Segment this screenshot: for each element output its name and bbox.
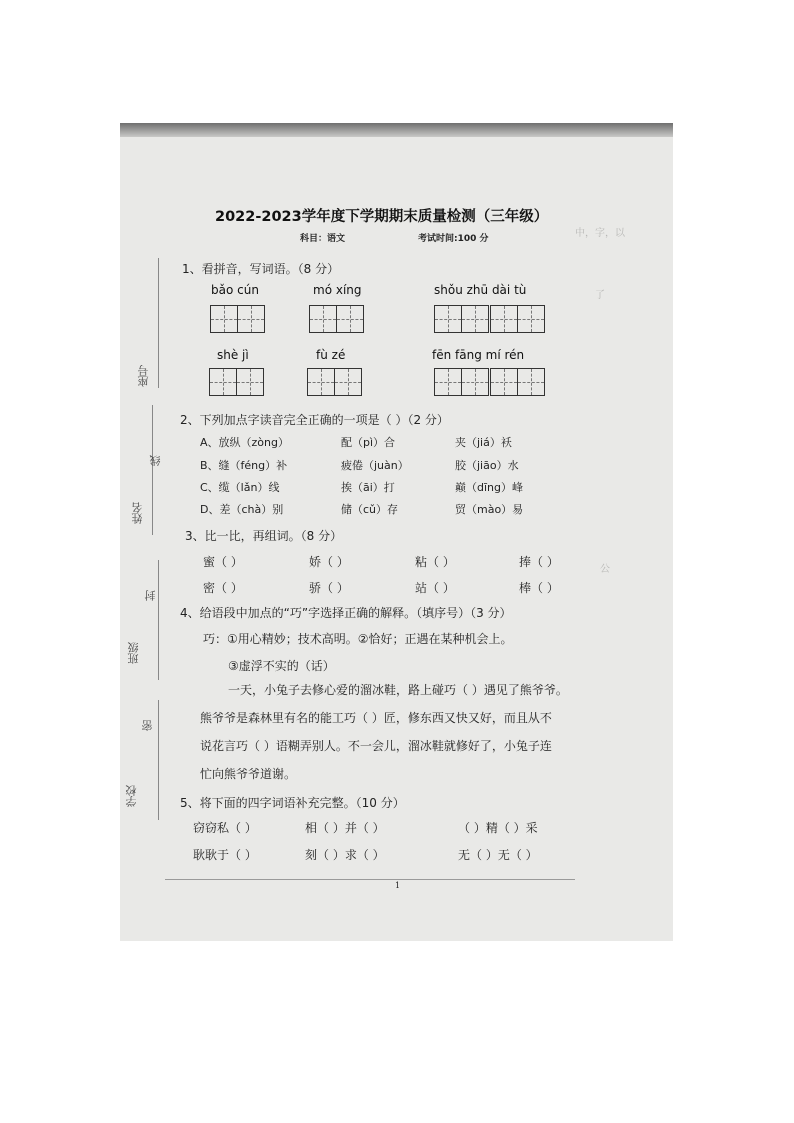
q5-idiom: 相（ ）并（ ） <box>305 821 385 835</box>
answer-grid-4[interactable] <box>209 368 263 396</box>
q2-option-c1: C、缆（lǎn）线 <box>200 481 280 494</box>
q2-option-c2: 挨（āi）打 <box>341 481 395 494</box>
school-label: 学校 <box>125 785 138 807</box>
q4-paragraph-line-1: 一天，小兔子去修心爱的溜冰鞋，路上碰巧（ ）遇见了熊爷爷。 <box>228 683 568 697</box>
q3-heading: 3、比一比，再组词。（8 分） <box>185 529 343 543</box>
answer-grid-1[interactable] <box>210 305 264 333</box>
footer-rule <box>165 879 575 880</box>
q5-idiom: 窃窃私（ ） <box>193 821 257 835</box>
bleed-through-text: 了 <box>595 290 605 301</box>
q2-option-b2: 疲倦（juàn） <box>341 459 409 472</box>
q2-option-b3: 胶（jiāo）水 <box>455 459 519 472</box>
answer-grid-6[interactable] <box>434 368 544 396</box>
answer-grid-3[interactable] <box>434 305 544 333</box>
q4-paragraph-line-3: 说花言巧（ ）语糊弄别人。不一会儿，溜冰鞋就修好了，小兔子连 <box>200 739 552 753</box>
q5-idiom: 刻（ ）求（ ） <box>305 848 385 862</box>
q4-paragraph-line-4: 忙向熊爷爷道谢。 <box>200 767 297 781</box>
pinyin-6: fēn fāng mí rén <box>432 348 525 362</box>
binding-line-4 <box>158 700 159 820</box>
secret-label: 密 <box>141 720 154 731</box>
q2-option-c3: 巅（dīng）峰 <box>455 481 523 494</box>
q3-cell: 棒（ ） <box>519 581 559 595</box>
q2-option-d1: D、差（chà）别 <box>200 503 284 516</box>
class-label: 班级 <box>127 642 140 664</box>
q2-option-a1: A、放纵（zòng） <box>200 436 289 449</box>
q2-option-d2: 储（cǔ）存 <box>341 503 399 516</box>
q4-definition-1: 巧：①用心精妙；技术高明。②恰好；正遇在某种机会上。 <box>203 632 513 646</box>
answer-grid-2[interactable] <box>309 305 363 333</box>
bleed-through-text: 公 <box>600 564 610 575</box>
seal-label: 封 <box>144 590 157 601</box>
q3-cell: 密（ ） <box>203 581 243 595</box>
q2-option-d3: 贸（mào）易 <box>455 503 524 516</box>
time-label: 考试时间:100 分 <box>418 234 489 244</box>
name-label: 姓名 <box>131 502 144 524</box>
exam-title: 2022-2023学年度下学期期末质量检测（三年级） <box>215 209 549 225</box>
q3-cell: 粘（ ） <box>415 555 455 569</box>
q3-cell: 娇（ ） <box>309 555 349 569</box>
q4-definition-2: ③虚浮不实的（话） <box>228 659 335 673</box>
q5-idiom: 耿耿于（ ） <box>193 848 257 862</box>
pinyin-5: fù zé <box>316 348 346 362</box>
pinyin-3: shǒu zhū dài tù <box>434 283 527 297</box>
answer-grid-5[interactable] <box>307 368 361 396</box>
bleed-through-text: 中，字，以 <box>575 228 625 239</box>
q3-cell: 捧（ ） <box>519 555 559 569</box>
subject-label: 科目：语文 <box>300 234 346 244</box>
q2-option-b1: B、缝（féng）补 <box>200 459 288 472</box>
line-label: 线 <box>149 455 162 466</box>
q4-heading: 4、给语段中加点的“巧”字选择正确的解释。（填序号）（3 分） <box>180 606 512 620</box>
pinyin-2: mó xíng <box>313 283 362 297</box>
q3-cell: 骄（ ） <box>309 581 349 595</box>
q3-cell: 站（ ） <box>415 581 455 595</box>
pinyin-1: bǎo cún <box>211 283 259 297</box>
q4-paragraph-line-2: 熊爷爷是森林里有名的能工巧（ ）匠，修东西又快又好，而且从不 <box>200 711 552 725</box>
q5-idiom: 无（ ）无（ ） <box>458 848 538 862</box>
q2-option-a3: 夹（jiá）袄 <box>455 436 512 449</box>
q1-heading: 1、看拼音，写词语。（8 分） <box>182 262 340 276</box>
q3-cell: 蜜（ ） <box>203 555 243 569</box>
q2-heading: 2、下列加点字读音完全正确的一项是（ ）（2 分） <box>180 413 449 427</box>
binding-line-3 <box>158 560 159 680</box>
pinyin-4: shè jì <box>217 348 249 362</box>
q5-heading: 5、将下面的四字词语补充完整。（10 分） <box>180 796 405 810</box>
seat-label: 座号 <box>137 365 150 387</box>
page-number: 1 <box>395 881 401 890</box>
q2-option-a2: 配（pì）合 <box>341 436 396 449</box>
binding-line-1 <box>158 258 159 388</box>
q5-idiom: （ ）精（ ）采 <box>458 821 538 835</box>
binding-line-2 <box>152 405 153 535</box>
page-top-shadow <box>120 123 673 137</box>
